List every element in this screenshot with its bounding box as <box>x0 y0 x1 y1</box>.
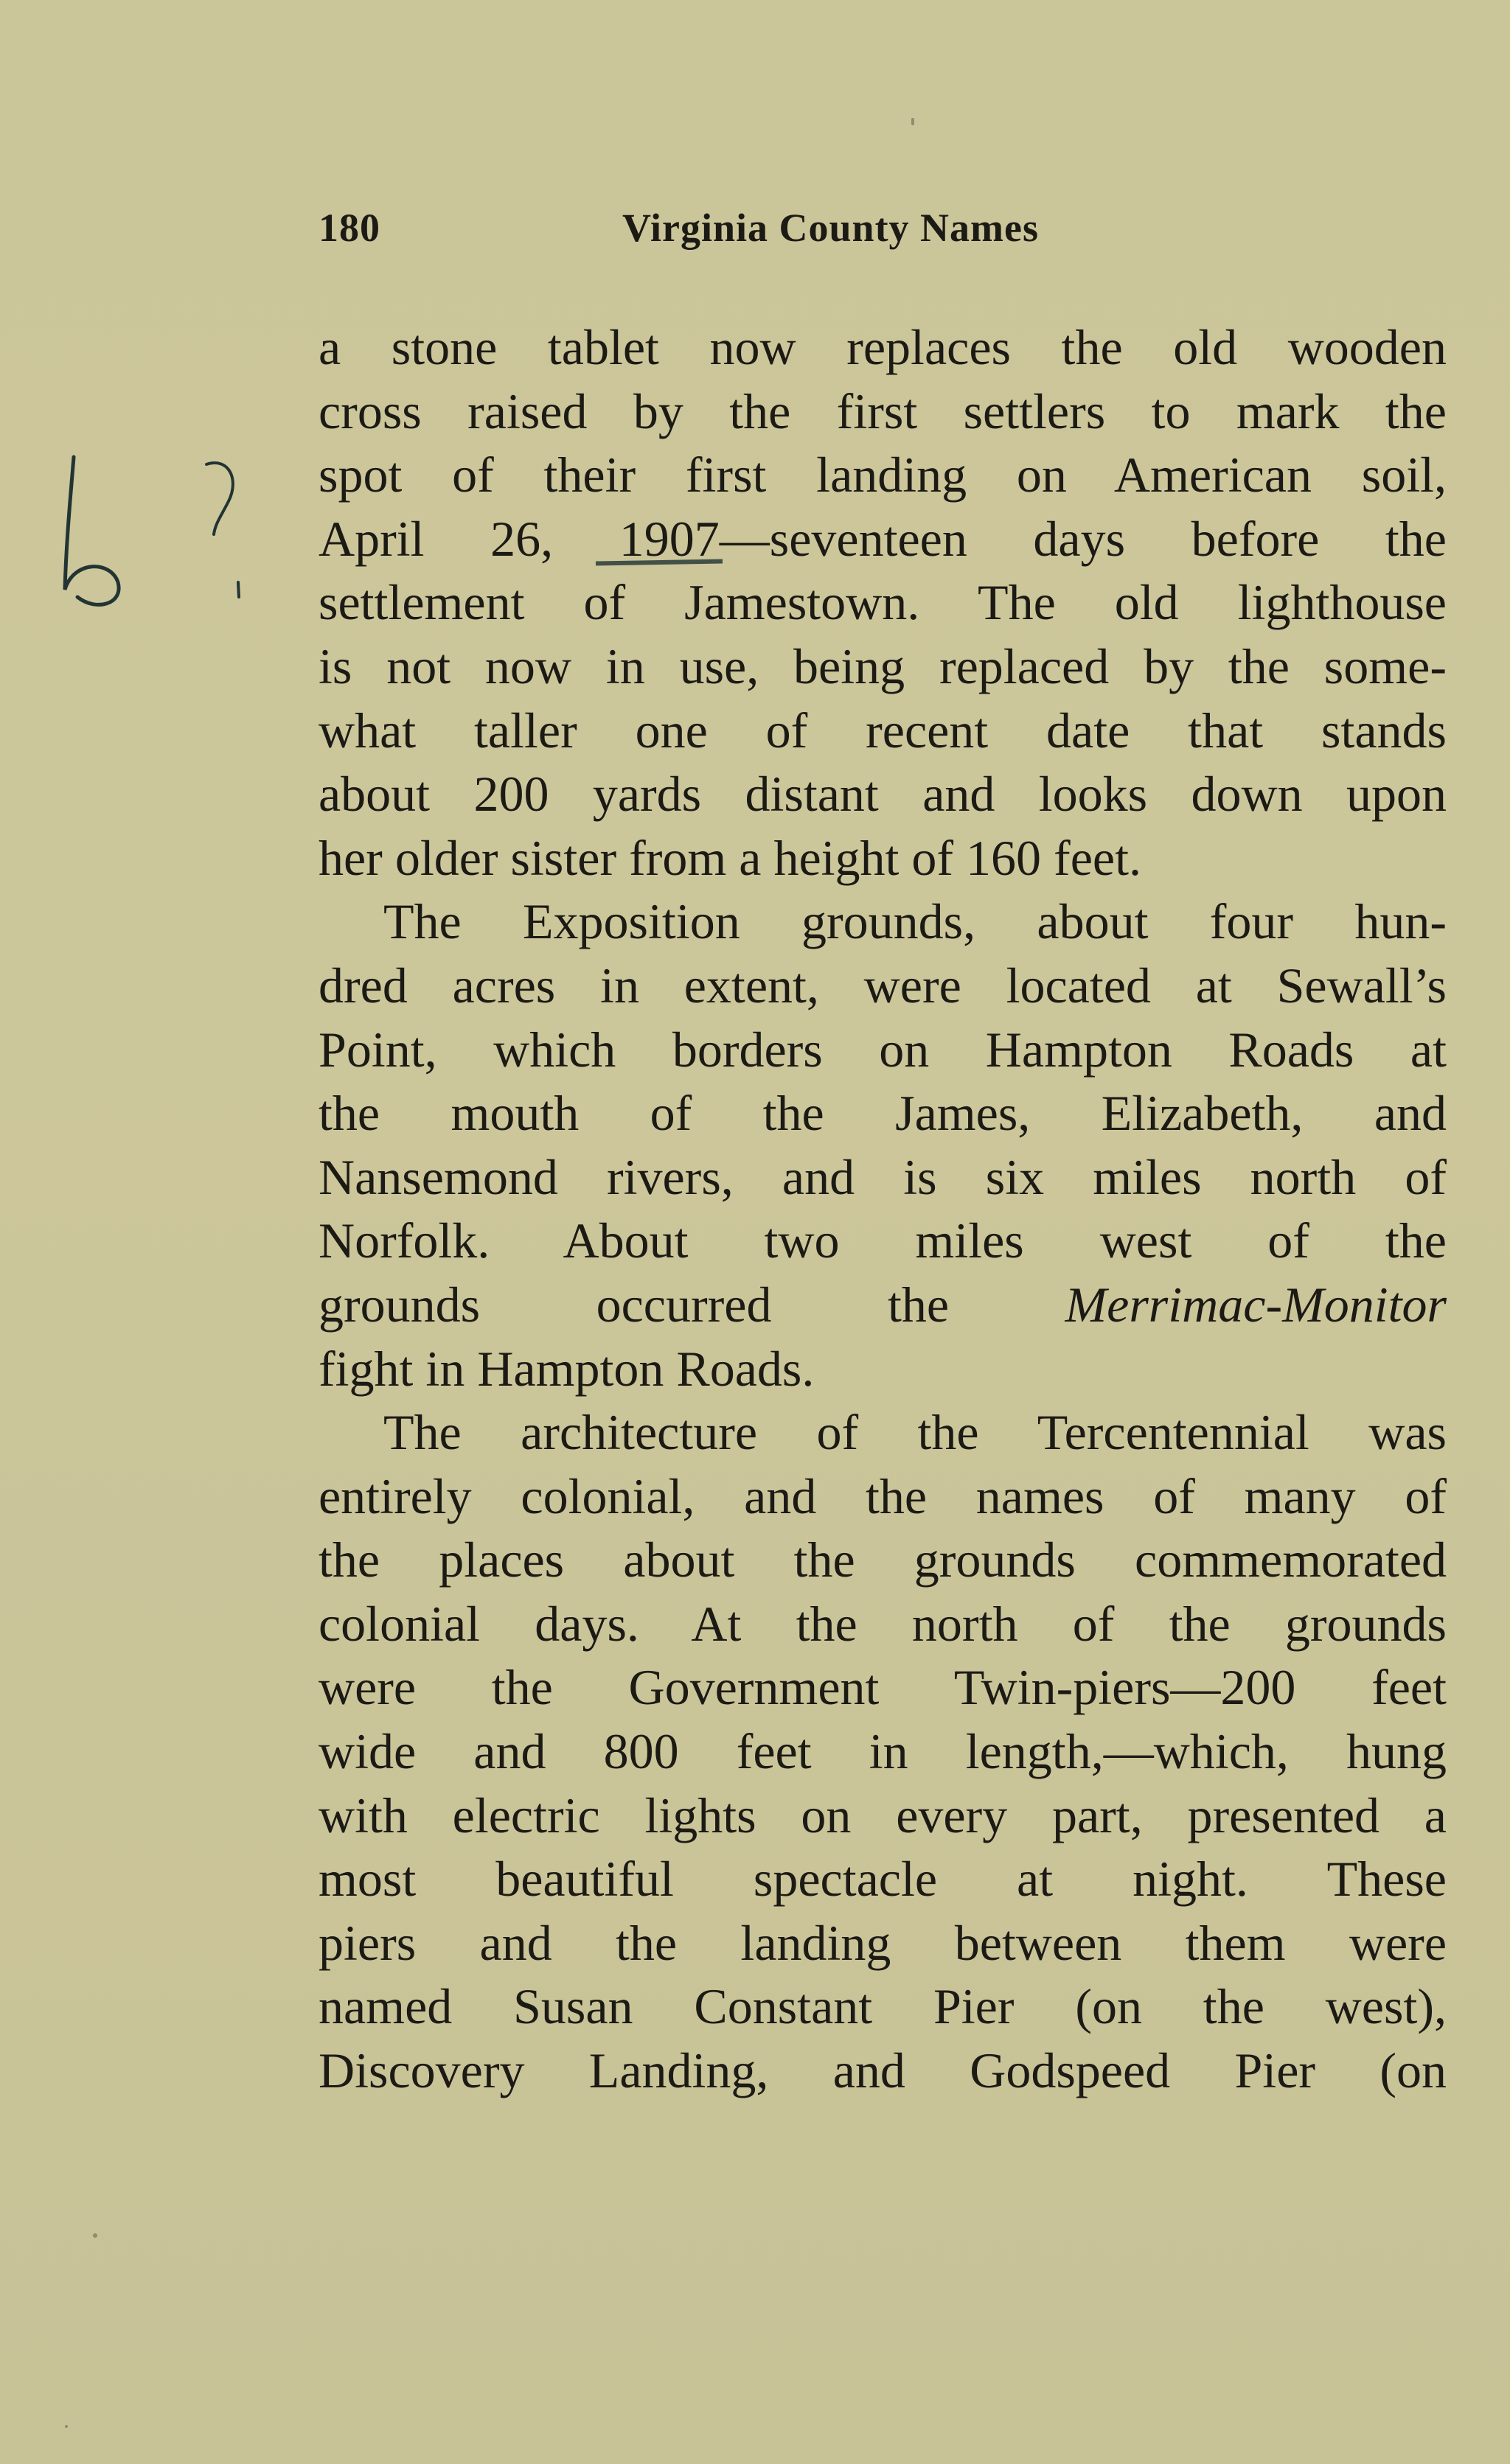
text-line: what taller one of recent date that stands <box>319 702 1447 758</box>
text-line: Point, which borders on Hampton Roads at <box>319 1021 1447 1078</box>
handwritten-margin-note <box>44 450 265 671</box>
text-line: the places about the grounds commemorated <box>319 1532 1447 1588</box>
paragraph-2 <box>319 890 1447 1400</box>
text-line: cross raised by the first settlers to mark the <box>319 383 1447 439</box>
text-line: Norfolk. About two miles west of the <box>319 1212 1447 1269</box>
text-line: settlement of Jamestown. The old lighthouse <box>319 574 1447 631</box>
running-title: Virginia County Names <box>622 206 1040 250</box>
page-number: 180 <box>319 206 380 250</box>
text-line: entirely colonial, and the names of many of <box>319 1467 1447 1524</box>
body-text <box>319 315 1447 2103</box>
text-line: were the Government Twin-piers—200 feet <box>319 1659 1447 1716</box>
text-line: Discovery Landing, and Godspeed Pier (on <box>319 2042 1447 2099</box>
text-line-with-italic <box>319 1273 1447 1337</box>
text-line: her older sister from a height of 160 feet. <box>319 829 1141 886</box>
paper-speck <box>911 118 914 125</box>
paragraph-1 <box>319 315 1447 890</box>
text-line: piers and the landing between them were <box>319 1914 1447 1971</box>
text-line: with electric lights on every part, presented a <box>319 1787 1447 1843</box>
paragraph-3 <box>319 1400 1447 2103</box>
text-line: Nansemond rivers, and is six miles north of <box>319 1148 1447 1205</box>
text-line: April 26, 1907—seventeen days before the <box>319 510 1447 567</box>
paper-speck <box>93 2233 97 2238</box>
text-line: The Exposition grounds, about four hun- <box>383 893 1447 950</box>
handwritten-six-question-mark <box>44 450 265 671</box>
italic-ship-names: Merrimac-Monitor <box>1065 1276 1447 1333</box>
text-line: named Susan Constant Pier (on the west), <box>319 1978 1447 2035</box>
text-line: about 200 yards distant and looks down upon <box>319 766 1447 823</box>
paper-speck <box>65 2425 68 2428</box>
text-line: spot of their first landing on American soil, <box>319 447 1447 503</box>
running-head <box>319 205 1144 256</box>
text-line: The architecture of the Tercentennial was <box>383 1404 1447 1461</box>
text-segment: grounds occurred the Merrimac-Monitor <box>319 1276 1447 1333</box>
text-line: a stone tablet now replaces the old wooden <box>319 319 1447 375</box>
text-line: colonial days. At the north of the grounds <box>319 1595 1447 1652</box>
text-line: most beautiful spectacle at night. These <box>319 1851 1447 1908</box>
text-line: the mouth of the James, Elizabeth, and <box>319 1085 1447 1142</box>
text-line: fight in Hampton Roads. <box>319 1340 815 1397</box>
text-line: dred acres in extent, were located at Sewall’s <box>319 957 1447 1013</box>
text-line: is not now in use, being replaced by the some- <box>319 638 1447 694</box>
text-line: wide and 800 feet in length,—which, hung <box>319 1723 1447 1780</box>
